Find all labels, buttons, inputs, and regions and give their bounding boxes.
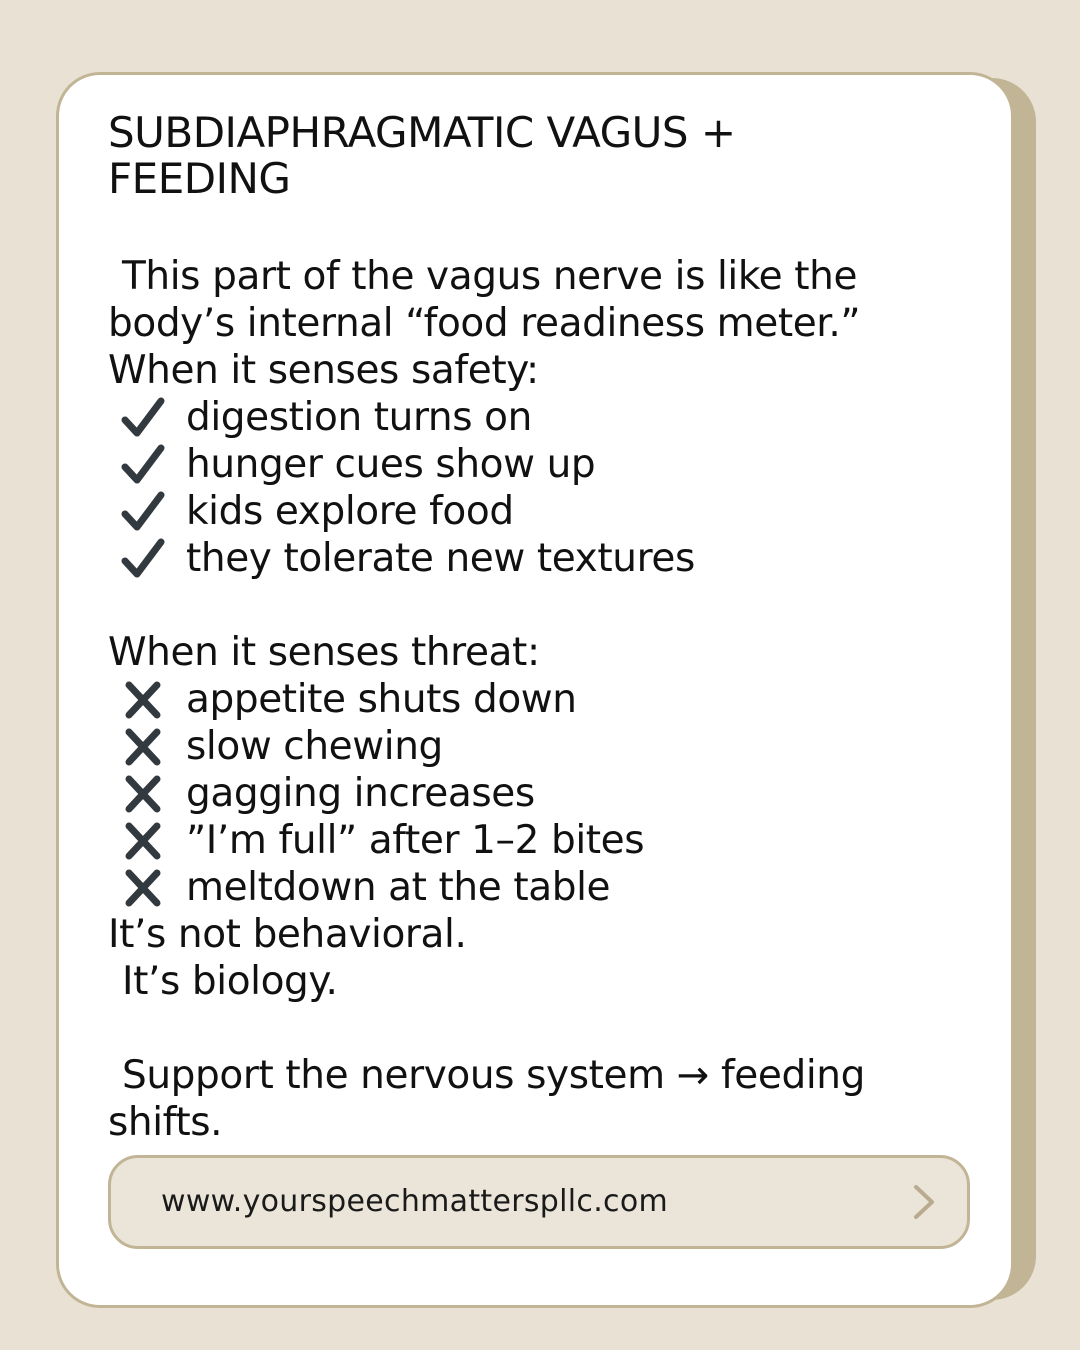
threat-item bbox=[108, 770, 988, 817]
title-line-2: FEEDING bbox=[108, 154, 291, 203]
safety-heading: When it senses safety: bbox=[108, 348, 539, 393]
cross-icon bbox=[120, 724, 166, 770]
safety-item bbox=[108, 394, 988, 441]
safety-item-label: they tolerate new textures bbox=[186, 536, 695, 581]
cross-icon bbox=[120, 677, 166, 723]
threat-heading: When it senses threat: bbox=[108, 630, 540, 675]
chevron-right-icon bbox=[905, 1184, 941, 1220]
threat-item bbox=[108, 864, 988, 911]
title-line-1: SUBDIAPHRAGMATIC VAGUS + bbox=[108, 108, 736, 157]
conclusion-line-1: It’s not behavioral. bbox=[108, 912, 467, 957]
threat-item bbox=[108, 817, 988, 864]
closing-line-2: shifts. bbox=[108, 1100, 223, 1145]
safety-item bbox=[108, 535, 988, 582]
website-url: www.yourspeechmatterspllc.com bbox=[161, 1184, 669, 1219]
threat-item-label: gagging increases bbox=[186, 771, 535, 816]
intro-line-1: This part of the vagus nerve is like the bbox=[122, 254, 858, 299]
threat-item bbox=[108, 676, 988, 723]
safety-item-label: kids explore food bbox=[186, 489, 514, 534]
check-icon bbox=[120, 489, 166, 535]
cross-icon bbox=[120, 771, 166, 817]
body-text bbox=[108, 253, 988, 1146]
safety-item bbox=[108, 441, 988, 488]
cross-icon bbox=[120, 818, 166, 864]
threat-item-label: meltdown at the table bbox=[186, 865, 611, 910]
threat-item bbox=[108, 723, 988, 770]
conclusion-line-2: It’s biology. bbox=[122, 959, 338, 1004]
closing-line-1: Support the nervous system → feeding bbox=[122, 1053, 865, 1098]
check-icon bbox=[120, 536, 166, 582]
check-icon bbox=[120, 395, 166, 441]
website-link-button[interactable] bbox=[108, 1155, 970, 1249]
cross-icon bbox=[120, 865, 166, 911]
intro-line-2: body’s internal “food readiness meter.” bbox=[108, 301, 861, 346]
page-title bbox=[108, 110, 968, 202]
spacer bbox=[108, 582, 988, 629]
threat-item-label: slow chewing bbox=[186, 724, 443, 769]
spacer bbox=[108, 1005, 988, 1052]
safety-item-label: hunger cues show up bbox=[186, 442, 596, 487]
threat-item-label: appetite shuts down bbox=[186, 677, 577, 722]
threat-item-label: ”I’m full” after 1–2 bites bbox=[186, 818, 645, 863]
safety-item-label: digestion turns on bbox=[186, 395, 532, 440]
safety-item bbox=[108, 488, 988, 535]
check-icon bbox=[120, 442, 166, 488]
